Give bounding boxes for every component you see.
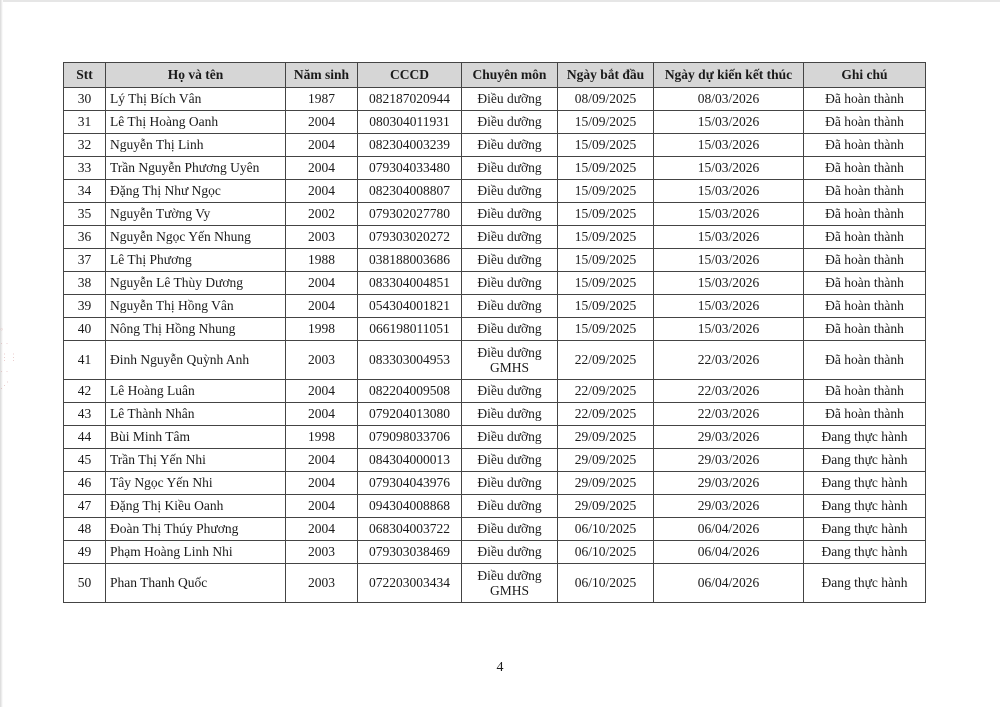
cell-name: Nguyễn Ngọc Yến Nhung (106, 226, 286, 249)
cell-specialty (462, 203, 558, 226)
cell-end-date: 15/03/2026 (654, 249, 804, 272)
cell-end-date: 15/03/2026 (654, 134, 804, 157)
table-row (64, 111, 926, 134)
cell-specialty (462, 541, 558, 564)
specialty-text: Điều dưỡng (477, 183, 542, 198)
cell-end-date: 29/03/2026 (654, 426, 804, 449)
cell-stt: 39 (64, 295, 106, 318)
cell-id-number: 079098033706 (358, 426, 462, 449)
specialty-text: Điều dưỡng (477, 252, 542, 267)
table-row (64, 295, 926, 318)
cell-specialty (462, 341, 558, 380)
header-id-number: CCCD (358, 63, 462, 88)
cell-name: Đoàn Thị Thúy Phương (106, 518, 286, 541)
cell-end-date: 15/03/2026 (654, 203, 804, 226)
cell-birth-year: 2004 (286, 403, 358, 426)
cell-specialty (462, 564, 558, 603)
cell-note: Đã hoàn thành (804, 403, 926, 426)
cell-birth-year: 2004 (286, 180, 358, 203)
cell-stt: 36 (64, 226, 106, 249)
cell-specialty (462, 111, 558, 134)
cell-note: Đã hoàn thành (804, 380, 926, 403)
cell-id-number: 079302027780 (358, 203, 462, 226)
cell-note: Đã hoàn thành (804, 88, 926, 111)
specialty-text: Điều dưỡng (477, 91, 542, 106)
cell-note: Đang thực hành (804, 564, 926, 603)
table-row (64, 426, 926, 449)
cell-name: Bùi Minh Tâm (106, 426, 286, 449)
cell-start-date: 15/09/2025 (558, 272, 654, 295)
cell-birth-year: 2002 (286, 203, 358, 226)
cell-note: Đang thực hành (804, 472, 926, 495)
cell-start-date: 06/10/2025 (558, 541, 654, 564)
specialty-text: Điều dưỡng (477, 137, 542, 152)
cell-end-date: 29/03/2026 (654, 495, 804, 518)
table-row (64, 157, 926, 180)
cell-specialty (462, 472, 558, 495)
specialty-text: Điều dưỡng GMHS (477, 567, 542, 598)
specialty-text: Điều dưỡng (477, 521, 542, 536)
cell-start-date: 15/09/2025 (558, 111, 654, 134)
table-row (64, 518, 926, 541)
cell-start-date: 29/09/2025 (558, 449, 654, 472)
cell-note: Đang thực hành (804, 495, 926, 518)
cell-name: Trần Nguyễn Phương Uyên (106, 157, 286, 180)
cell-stt: 33 (64, 157, 106, 180)
cell-id-number: 083304004851 (358, 272, 462, 295)
specialty-text: Điều dưỡng (477, 298, 542, 313)
cell-end-date: 15/03/2026 (654, 272, 804, 295)
cell-stt: 44 (64, 426, 106, 449)
specialty-text: Điều dưỡng (477, 475, 542, 490)
cell-end-date: 06/04/2026 (654, 518, 804, 541)
cell-start-date: 08/09/2025 (558, 88, 654, 111)
cell-stt: 37 (64, 249, 106, 272)
cell-birth-year: 2004 (286, 518, 358, 541)
cell-note: Đã hoàn thành (804, 249, 926, 272)
cell-start-date: 06/10/2025 (558, 518, 654, 541)
cell-end-date: 15/03/2026 (654, 226, 804, 249)
cell-birth-year: 2004 (286, 134, 358, 157)
specialty-text: Điều dưỡng (477, 114, 542, 129)
cell-specialty (462, 88, 558, 111)
cell-name: Lê Thành Nhân (106, 403, 286, 426)
cell-name: Phan Thanh Quốc (106, 564, 286, 603)
table-row (64, 203, 926, 226)
cell-note: Đang thực hành (804, 449, 926, 472)
cell-stt: 47 (64, 495, 106, 518)
cell-start-date: 29/09/2025 (558, 495, 654, 518)
cell-note: Đang thực hành (804, 426, 926, 449)
cell-stt: 49 (64, 541, 106, 564)
cell-note: Đã hoàn thành (804, 226, 926, 249)
cell-name: Lê Hoàng Luân (106, 380, 286, 403)
cell-start-date: 15/09/2025 (558, 134, 654, 157)
cell-id-number: 054304001821 (358, 295, 462, 318)
table-row (64, 449, 926, 472)
cell-specialty (462, 157, 558, 180)
cell-start-date: 15/09/2025 (558, 226, 654, 249)
cell-name: Nguyễn Thị Hồng Vân (106, 295, 286, 318)
cell-start-date: 15/09/2025 (558, 295, 654, 318)
cell-name: Trần Thị Yến Nhi (106, 449, 286, 472)
cell-name: Tây Ngọc Yến Nhi (106, 472, 286, 495)
cell-id-number: 068304003722 (358, 518, 462, 541)
cell-id-number: 066198011051 (358, 318, 462, 341)
cell-name: Nguyễn Tường Vy (106, 203, 286, 226)
specialty-text: Điều dưỡng (477, 160, 542, 175)
specialty-text: Điều dưỡng (477, 429, 542, 444)
cell-id-number: 082204009508 (358, 380, 462, 403)
cell-name: Lê Thị Hoàng Oanh (106, 111, 286, 134)
cell-name: Nguyễn Lê Thùy Dương (106, 272, 286, 295)
cell-start-date: 15/09/2025 (558, 203, 654, 226)
cell-start-date: 15/09/2025 (558, 157, 654, 180)
cell-birth-year: 1988 (286, 249, 358, 272)
cell-specialty (462, 318, 558, 341)
cell-end-date: 06/04/2026 (654, 541, 804, 564)
cell-start-date: 15/09/2025 (558, 180, 654, 203)
cell-note: Đã hoàn thành (804, 318, 926, 341)
cell-id-number: 082187020944 (358, 88, 462, 111)
cell-start-date: 22/09/2025 (558, 341, 654, 380)
cell-specialty (462, 272, 558, 295)
cell-start-date: 06/10/2025 (558, 564, 654, 603)
cell-name: Nông Thị Hồng Nhung (106, 318, 286, 341)
cell-end-date: 15/03/2026 (654, 318, 804, 341)
table-row (64, 272, 926, 295)
cell-stt: 42 (64, 380, 106, 403)
cell-stt: 38 (64, 272, 106, 295)
cell-note: Đã hoàn thành (804, 295, 926, 318)
cell-start-date: 22/09/2025 (558, 380, 654, 403)
specialty-text: Điều dưỡng (477, 229, 542, 244)
cell-name: Lý Thị Bích Vân (106, 88, 286, 111)
trainee-table (63, 62, 926, 603)
cell-specialty (462, 226, 558, 249)
cell-end-date: 15/03/2026 (654, 111, 804, 134)
cell-specialty (462, 518, 558, 541)
header-stt: Stt (64, 63, 106, 88)
cell-id-number: 079304043976 (358, 472, 462, 495)
specialty-text: Điều dưỡng (477, 383, 542, 398)
cell-name: Đặng Thị Kiều Oanh (106, 495, 286, 518)
cell-stt: 45 (64, 449, 106, 472)
cell-birth-year: 2004 (286, 157, 358, 180)
cell-id-number: 079204013080 (358, 403, 462, 426)
cell-id-number: 080304011931 (358, 111, 462, 134)
header-start-date: Ngày bắt đầu (558, 63, 654, 88)
cell-birth-year: 2004 (286, 472, 358, 495)
table-body (64, 88, 926, 603)
cell-specialty (462, 249, 558, 272)
cell-specialty (462, 134, 558, 157)
table-row (64, 318, 926, 341)
table-row (64, 380, 926, 403)
cell-birth-year: 2004 (286, 380, 358, 403)
cell-id-number: 079303038469 (358, 541, 462, 564)
table-row (64, 541, 926, 564)
cell-specialty (462, 180, 558, 203)
cell-id-number: 072203003434 (358, 564, 462, 603)
table-row (64, 495, 926, 518)
cell-birth-year: 2004 (286, 449, 358, 472)
cell-end-date: 22/03/2026 (654, 403, 804, 426)
cell-specialty (462, 426, 558, 449)
cell-birth-year: 2004 (286, 111, 358, 134)
cell-end-date: 29/03/2026 (654, 449, 804, 472)
cell-end-date: 06/04/2026 (654, 564, 804, 603)
header-name: Họ và tên (106, 63, 286, 88)
cell-birth-year: 2004 (286, 295, 358, 318)
cell-specialty (462, 449, 558, 472)
cell-note: Đã hoàn thành (804, 180, 926, 203)
cell-end-date: 22/03/2026 (654, 380, 804, 403)
table-row (64, 472, 926, 495)
stamp-bleed-marks: ◦ · · ⋮⋮ · · ⋰ (0, 324, 18, 390)
specialty-text: Điều dưỡng (477, 321, 542, 336)
header-note: Ghi chú (804, 63, 926, 88)
specialty-text: Điều dưỡng (477, 406, 542, 421)
header-end-date: Ngày dự kiến kết thúc (654, 63, 804, 88)
specialty-text: Điều dưỡng (477, 498, 542, 513)
header-birth-year: Năm sinh (286, 63, 358, 88)
cell-start-date: 29/09/2025 (558, 426, 654, 449)
cell-stt: 43 (64, 403, 106, 426)
cell-birth-year: 2003 (286, 541, 358, 564)
cell-end-date: 08/03/2026 (654, 88, 804, 111)
cell-birth-year: 1987 (286, 88, 358, 111)
header-specialty: Chuyên môn (462, 63, 558, 88)
cell-birth-year: 2003 (286, 564, 358, 603)
table-header-row (64, 63, 926, 88)
cell-stt: 46 (64, 472, 106, 495)
cell-name: Đinh Nguyễn Quỳnh Anh (106, 341, 286, 380)
table-row (64, 564, 926, 603)
cell-specialty (462, 295, 558, 318)
cell-end-date: 22/03/2026 (654, 341, 804, 380)
cell-stt: 31 (64, 111, 106, 134)
cell-end-date: 15/03/2026 (654, 295, 804, 318)
cell-stt: 35 (64, 203, 106, 226)
cell-id-number: 079303020272 (358, 226, 462, 249)
table-row (64, 226, 926, 249)
cell-note: Đã hoàn thành (804, 111, 926, 134)
cell-birth-year: 1998 (286, 426, 358, 449)
specialty-text: Điều dưỡng (477, 206, 542, 221)
cell-id-number: 094304008868 (358, 495, 462, 518)
table-row (64, 88, 926, 111)
specialty-text: Điều dưỡng (477, 452, 542, 467)
cell-birth-year: 2003 (286, 226, 358, 249)
cell-start-date: 15/09/2025 (558, 318, 654, 341)
cell-id-number: 079304033480 (358, 157, 462, 180)
cell-stt: 30 (64, 88, 106, 111)
cell-id-number: 082304008807 (358, 180, 462, 203)
cell-birth-year: 2003 (286, 341, 358, 380)
cell-note: Đã hoàn thành (804, 157, 926, 180)
cell-stt: 50 (64, 564, 106, 603)
cell-end-date: 29/03/2026 (654, 472, 804, 495)
cell-stt: 40 (64, 318, 106, 341)
table-row (64, 249, 926, 272)
cell-stt: 34 (64, 180, 106, 203)
table-row (64, 134, 926, 157)
cell-name: Nguyễn Thị Linh (106, 134, 286, 157)
specialty-text: Điều dưỡng (477, 275, 542, 290)
cell-start-date: 15/09/2025 (558, 249, 654, 272)
cell-specialty (462, 403, 558, 426)
cell-id-number: 082304003239 (358, 134, 462, 157)
cell-birth-year: 2004 (286, 495, 358, 518)
cell-start-date: 22/09/2025 (558, 403, 654, 426)
cell-note: Đang thực hành (804, 541, 926, 564)
page-top-edge (0, 0, 1000, 2)
cell-id-number: 038188003686 (358, 249, 462, 272)
table-row (64, 403, 926, 426)
cell-note: Đã hoàn thành (804, 272, 926, 295)
cell-note: Đã hoàn thành (804, 203, 926, 226)
table-row (64, 341, 926, 380)
cell-specialty (462, 380, 558, 403)
specialty-text: Điều dưỡng (477, 544, 542, 559)
cell-name: Đặng Thị Như Ngọc (106, 180, 286, 203)
cell-stt: 41 (64, 341, 106, 380)
page-number: 4 (496, 660, 504, 675)
cell-stt: 32 (64, 134, 106, 157)
cell-id-number: 084304000013 (358, 449, 462, 472)
cell-end-date: 15/03/2026 (654, 157, 804, 180)
cell-name: Lê Thị Phương (106, 249, 286, 272)
cell-stt: 48 (64, 518, 106, 541)
cell-id-number: 083303004953 (358, 341, 462, 380)
cell-start-date: 29/09/2025 (558, 472, 654, 495)
cell-birth-year: 2004 (286, 272, 358, 295)
cell-note: Đã hoàn thành (804, 134, 926, 157)
cell-note: Đang thực hành (804, 518, 926, 541)
specialty-text: Điều dưỡng GMHS (477, 344, 542, 375)
cell-end-date: 15/03/2026 (654, 180, 804, 203)
table-row (64, 180, 926, 203)
cell-note: Đã hoàn thành (804, 341, 926, 380)
cell-specialty (462, 495, 558, 518)
cell-name: Phạm Hoàng Linh Nhi (106, 541, 286, 564)
cell-birth-year: 1998 (286, 318, 358, 341)
